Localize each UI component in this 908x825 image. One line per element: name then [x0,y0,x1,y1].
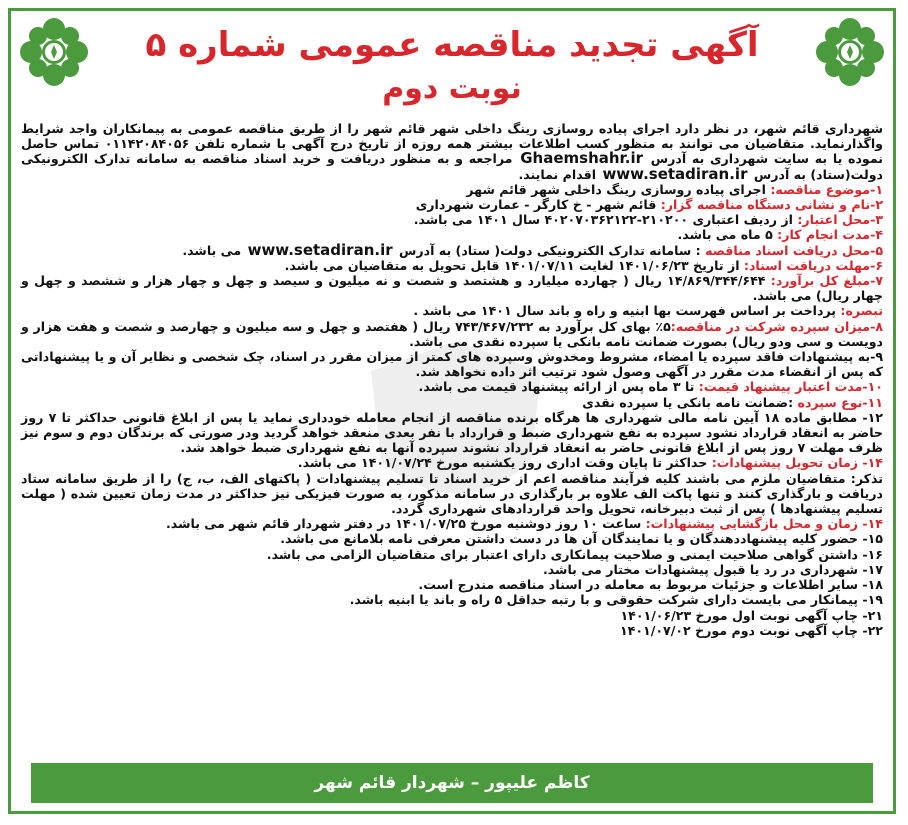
tazakor-note: تذکر: متقاضیان ملزم می باشند کلیه فرآیند مناقصه اعم از خرید اسناد تا تسلیم پیشنهادات ( پاکتهای الف، ب، ج) را از طریق سامانه ستاد دریافت و بارگذاری کنند و تنها پاکت الف علاوه بر بارگذاری در سامانه مذکور، به صورت فیزیکی نیز حداکثر در مدت زمان تعیین شده ( مهلت تسلیم پیشنهادها ) پس از ثبت دبیرخانه، تحویل واحد قراردادهای شهرداری گردد. [21,470,883,517]
advertisement-frame [8,8,896,814]
item-4 [21,227,883,242]
signature-bar: کاظم علیپور – شهردار قائم شهر [31,763,873,803]
item-11 [21,395,883,410]
item-1 [21,182,883,197]
municipality-logo-left [19,17,89,87]
item-5-label: ۵-محل دریافت اسناد مناقصه [705,242,883,258]
item-19: ۱۹- پیمانکار می بایست دارای شرکت حقوقی و با رتبه حداقل ۵ راه و باند یا ابنیه باشد. [349,592,883,608]
item-3 [21,212,883,227]
note-label: تبصره: [840,303,883,319]
item-10-label: ۱۰-مدت اعتبار پیشنهاد قیمت: [698,379,883,395]
item-4-label: ۴-مدت انجام کار: [777,227,883,243]
setadiran-link[interactable]: www.setadiran.ir [602,164,748,183]
item-18: ۱۸- سایر اطلاعات و جزئیات مربوط به معامله در اسناد مناقصه مندرج است. [418,577,883,593]
item-10-text: تا ۳ ماه پس از ارائه پیشنهاد قیمت می باشد. [418,379,699,395]
item-6-text: از تاریخ ۱۴۰۱/۰۶/۲۳ لغایت ۱۴۰۱/۰۷/۱۱ قابل تحویل به متقاضیان می باشد. [284,257,744,273]
item-1-text: اجرای پیاده روسازی رینگ داخلی شهر قائم شهر [466,181,771,197]
item-1-label: ۱-موضوع مناقصه: [770,181,883,197]
ghaemshahr-link[interactable]: Ghaemshahr.ir [520,149,644,168]
page-title: آگهی تجدید مناقصه عمومی شماره ۵ [145,25,759,65]
item-5-text: : سامانه تدارک الکترونیکی دولت( ستاد) به آدرس [399,242,706,258]
item-22: ۲۲- چاپ آگهی نوبت دوم مورخ ۱۴۰۱/۰۷/۰۲ [620,622,883,638]
item-9: ۹-به پیشنهادات فاقد سپرده یا امضاء، مشروط ومخدوش وسپرده های کمتر از میزان مقرر در اسناد، چک شخصی و نظایر آن و یا پیشنهاداتی که پس از انقضاء مدت مقرر در آگهی وصول شود ترتیب اثر داده نخواهد شد. [21,349,883,380]
page-subtitle: نوبت دوم [382,71,522,106]
item-10 [21,379,883,394]
item-5 [21,240,883,259]
item-12: ۱۲- مطابق ماده ۱۸ آیین نامه مالی شهرداری ها هرگاه برنده مناقصه از انجام معامله خودداری نماید یا پس از ابلاغ قانونی حداکثر تا ۷ روز حاضر به انعقاد قرارداد نشود سپرده به نفع شهرداری ضبط و قرارداد با نفر بعدی منعقد خواهد گردید ودر صورتی که برندگان دوم و سوم نیز ظرف مهلت ۷ روز پس از ابلاغ قانونی حاضر به انعقاد قرارداد نشوند سپرده آنها به نفع شهرداری ضبط خواهد شد. [21,409,883,456]
item-3-text: از ردیف اعتباری ۲۱۰۲۰۰-۴۰۲۰۷۰۳۶۲۱۲۲ سال ۱۴۰۱ می باشد. [413,212,798,228]
intro-text-1: شهرداری قائم شهر، در نظر دارد اجرای پیاده روسازی رینگ داخلی شهر قائم شهر را از طریق مناقصه عمومی به پیمانکاران واجد شرایط واگذارنماید. متقاضیان می توانند به منظور کسب اطلاعات بیشتر همه روزه از تاریخ درج آگهی با شماره تلفن ۰۱۱۴۲۰۸۴۰۵۶ تماس حاصل نموده یا به سایت شهرداری به آدرس [21,121,884,167]
item-2 [21,197,883,212]
municipality-logo-right [815,17,885,87]
item-14b [21,516,883,531]
item-5-text-after: می باشد. [182,242,242,258]
intro-text-2: مراجعه و به منظور دریافت و خرید اسناد مناقصه به سامانه تدارک الکترونیکی دولت(ستاد) به آدرس [21,151,883,182]
item-7-label: ۷-مبلغ کل برآورد: [770,273,884,289]
item-11-text: :ضمانت نامه بانکی یا سپرده نقدی [582,394,798,410]
item-8-text: ۵٪ بهای کل برآورد به ۷۴۳/۴۶۷/۲۳۲ ریال ( هفتصد و چهل و سه میلیون و چهارصد و شصت و هفت هزار و دویست و سی ودو ریال) بصورت ضمانت نامه بانکی یا سپرده نقدی می باشد. [21,318,883,349]
item-2-text: قائم شهر - خ کارگر - عمارت شهرداری [415,197,661,213]
item-14a [21,455,883,470]
item-21: ۲۱- چاپ آگهی نوبت اول مورخ ۱۴۰۱/۰۶/۲۳ [620,607,883,623]
item-11-label: ۱۱-نوع سپرده [797,394,883,410]
note-text: پرداخت بر اساس فهرست بها ابنیه و راه و باند سال ۱۴۰۱ می باشد . [413,303,841,319]
setadiran-link-2[interactable]: www.setadiran.ir [247,240,393,259]
item-4-text: ۵ ماه می باشد. [677,227,778,243]
item-14b-text: ساعت ۱۰ روز دوشنبه مورخ ۱۴۰۱/۰۷/۲۵ در دفتر شهردار قائم شهر می باشد. [166,516,646,532]
item-15: ۱۵- حضور کلیه پیشنهاددهندگان و یا نمایندگان آن ها در دست داشتن معرفی نامه بلامانع می باشد. [280,531,883,547]
item-6-label: ۶-مهلت دریافت اسناد: [743,257,883,273]
item-8 [21,319,883,349]
item-14a-text: حداکثر تا پایان وقت اداری روز یکشنبه مورخ ۱۴۰۱/۰۷/۲۴ می باشد. [297,455,712,471]
item-7-text: ۱۴/۸۶۹/۳۴۴/۶۴۴ ریال ( چهارده میلیارد و هشتصد و شصت و نه میلیون و سیصد و چهل و چهار هزار و ششصد و چهل و چهار ریال) می باشد. [21,273,883,304]
item-14a-label: ۱۴- زمان تحویل پیشنهادات: [711,455,883,471]
intro-paragraph [21,121,883,182]
item-17: ۱۷- شهرداری در رد یا قبول پیشنهادات مختار می باشد. [543,561,883,577]
note [21,303,883,318]
intro-text-3: اقدام نمایند. [518,166,597,182]
item-6 [21,258,883,273]
advertisement-body [21,121,883,753]
item-16: ۱۶- داشتن گواهی صلاحیت ایمنی و صلاحیت پیمانکاری دارای اعتبار برای متقاضیان الزامی می باشد. [266,546,883,562]
item-8-label: ۸-میزان سپرده شرکت در مناقصه: [670,318,883,334]
item-7 [21,273,883,303]
item-14b-label: ۱۴- زمان و محل بازگشایی پیشنهادات: [645,516,883,532]
item-3-label: ۳-محل اعتبار: [797,212,883,228]
item-2-label: ۲-نام و نشانی دستگاه مناقصه گزار: [660,197,883,213]
